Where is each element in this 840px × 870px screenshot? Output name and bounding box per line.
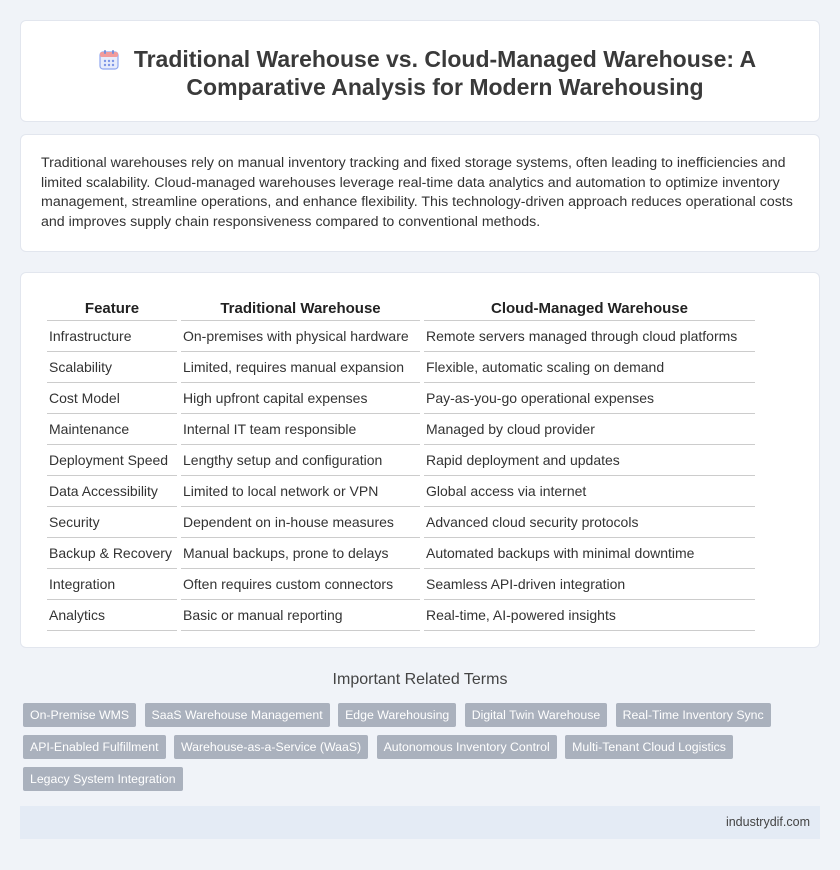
cell-traditional: Manual backups, prone to delays: [181, 538, 420, 569]
tag-legacy-system-integration[interactable]: Legacy System Integration: [23, 767, 183, 791]
tag-edge-warehousing[interactable]: Edge Warehousing: [338, 703, 456, 727]
footer-source: industrydif.com: [725, 815, 810, 829]
cell-feature: Integration: [47, 569, 177, 600]
tag-autonomous-inventory-control[interactable]: Autonomous Inventory Control: [377, 735, 557, 759]
cell-traditional: High upfront capital expenses: [181, 383, 420, 414]
table-row: [47, 538, 755, 569]
page-title: Traditional Warehouse vs. Cloud-Managed Warehouse: A Comparative Analysis for Modern Warehousing: [133, 46, 757, 100]
table-row: [47, 352, 755, 383]
cell-traditional: Lengthy setup and configuration: [181, 445, 420, 476]
cell-feature: Analytics: [47, 600, 177, 631]
cell-feature: Data Accessibility: [47, 476, 177, 507]
table-row: [47, 600, 755, 631]
tag-saas-warehouse-management[interactable]: SaaS Warehouse Management: [145, 703, 330, 727]
table-row: [47, 569, 755, 600]
table-row: [47, 476, 755, 507]
table-row: [47, 507, 755, 538]
related-terms-list: [23, 703, 813, 799]
cell-cloud: Real-time, AI-powered insights: [424, 600, 755, 631]
cell-cloud: Advanced cloud security protocols: [424, 507, 755, 538]
tag-real-time-inventory-sync[interactable]: Real-Time Inventory Sync: [616, 703, 771, 727]
tag-multi-tenant-cloud-logistics[interactable]: Multi-Tenant Cloud Logistics: [565, 735, 733, 759]
related-terms-title: Important Related Terms: [332, 671, 508, 688]
cell-feature: Deployment Speed: [47, 445, 177, 476]
cell-traditional: Basic or manual reporting: [181, 600, 420, 631]
cell-traditional: On-premises with physical hardware: [181, 321, 420, 352]
cell-traditional: Internal IT team responsible: [181, 414, 420, 445]
cell-cloud: Rapid deployment and updates: [424, 445, 755, 476]
table-row: [47, 321, 755, 352]
cell-feature: Backup & Recovery: [47, 538, 177, 569]
tag-on-premise-wms[interactable]: On-Premise WMS: [23, 703, 136, 727]
tag-digital-twin-warehouse[interactable]: Digital Twin Warehouse: [465, 703, 608, 727]
cell-feature: Security: [47, 507, 177, 538]
table-row: [47, 383, 755, 414]
calendar-icon: [98, 49, 120, 71]
cell-cloud: Remote servers managed through cloud platforms: [424, 321, 755, 352]
tag-warehouse-as-a-service[interactable]: Warehouse-as-a-Service (WaaS): [174, 735, 368, 759]
comparison-card: [20, 272, 820, 648]
table-header-row: [47, 297, 755, 321]
cell-traditional: Limited to local network or VPN: [181, 476, 420, 507]
cell-cloud: Pay-as-you-go operational expenses: [424, 383, 755, 414]
cell-cloud: Automated backups with minimal downtime: [424, 538, 755, 569]
cell-traditional: Limited, requires manual expansion: [181, 352, 420, 383]
cell-cloud: Global access via internet: [424, 476, 755, 507]
intro-card: [20, 134, 820, 252]
cell-traditional: Often requires custom connectors: [181, 569, 420, 600]
cell-cloud: Seamless API-driven integration: [424, 569, 755, 600]
header-cloud: Cloud-Managed Warehouse: [424, 297, 755, 321]
cell-cloud: Flexible, automatic scaling on demand: [424, 352, 755, 383]
tag-api-enabled-fulfillment[interactable]: API-Enabled Fulfillment: [23, 735, 166, 759]
cell-traditional: Dependent on in-house measures: [181, 507, 420, 538]
comparison-table: [43, 297, 759, 631]
header-feature: Feature: [47, 297, 177, 321]
header-traditional: Traditional Warehouse: [181, 297, 420, 321]
cell-feature: Cost Model: [47, 383, 177, 414]
cell-feature: Scalability: [47, 352, 177, 383]
cell-cloud: Managed by cloud provider: [424, 414, 755, 445]
intro-paragraph: Traditional warehouses rely on manual inventory tracking and fixed storage systems, often leading to inefficiencies and limited scalability. Cloud-managed warehouses leverage real-time data analytics and automation to optimize inventory management, streamline operations, and enhance flexibility. This technology-driven approach reduces operational costs and improves supply chain responsiveness compared to conventional methods.: [41, 155, 793, 230]
cell-feature: Infrastructure: [47, 321, 177, 352]
cell-feature: Maintenance: [47, 414, 177, 445]
footer: [20, 806, 820, 839]
table-row: [47, 414, 755, 445]
title-card: [20, 20, 820, 122]
table-row: [47, 445, 755, 476]
title-row: [21, 45, 819, 101]
